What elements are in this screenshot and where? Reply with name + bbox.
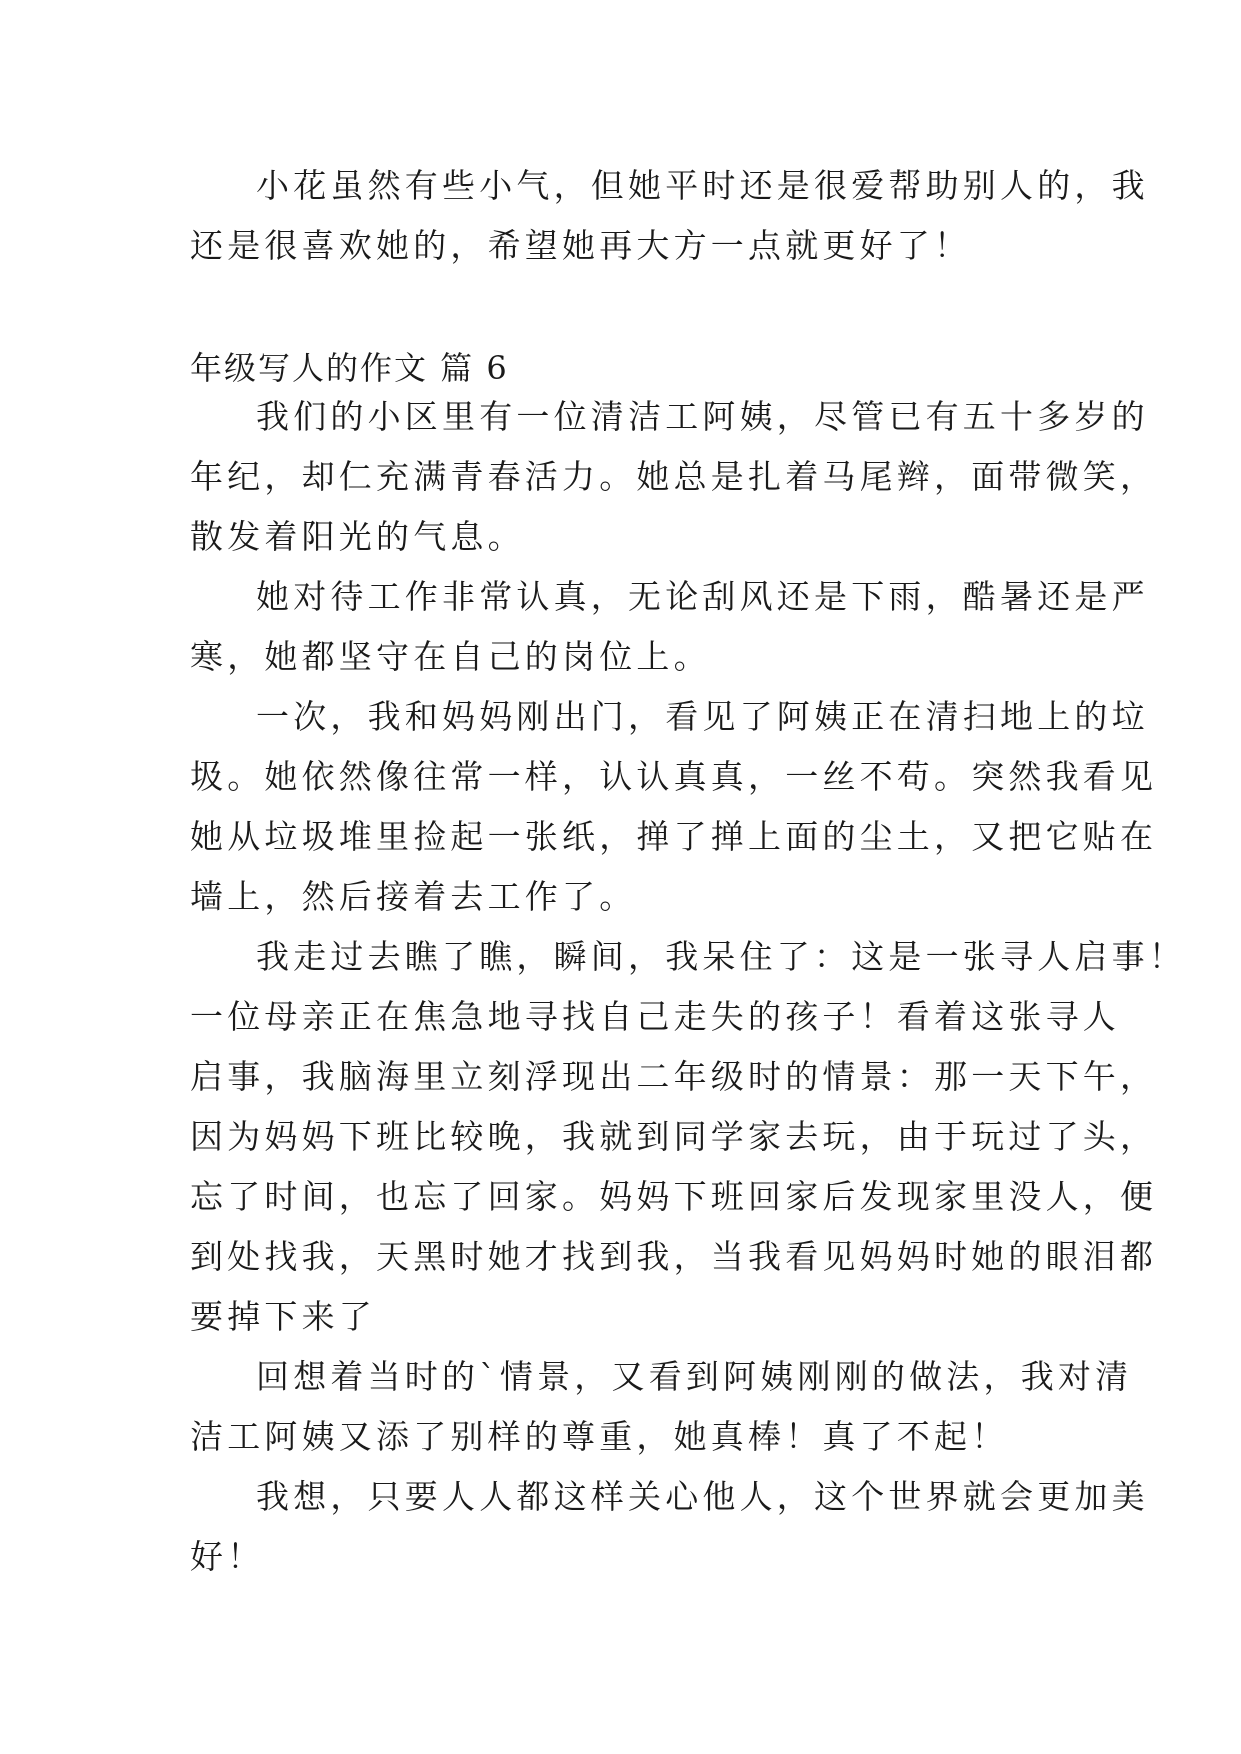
paragraph-line: 洁工阿姨又添了别样的尊重，她真棒！真了不起！: [190, 1417, 1009, 1456]
paragraph: [190, 687, 1158, 927]
paragraph: [190, 387, 1158, 567]
paragraph: [190, 1347, 1133, 1467]
paragraph-line: 一次，我和妈妈刚出门，看见了阿姨正在清扫地上的垃: [256, 697, 1149, 736]
paragraph-line: 一位母亲正在焦急地寻找自己走失的孩子！看着这张寻人: [190, 997, 1120, 1036]
paragraph-line: 要掉下来了: [190, 1297, 376, 1336]
paragraph-line: 年纪，却仁充满青春活力。她总是扎着马尾辫，面带微笑，: [190, 457, 1158, 496]
paragraph-line: 圾。她依然像往常一样，认认真真，一丝不苟。突然我看见: [190, 757, 1158, 796]
paragraph: [190, 567, 1149, 687]
paragraph-line: 忘了时间，也忘了回家。妈妈下班回家后发现家里没人，便: [190, 1177, 1158, 1216]
section-heading: 年级写人的作文 篇 6: [190, 349, 509, 387]
paragraph-line: 因为妈妈下班比较晚，我就到同学家去玩，由于玩过了头，: [190, 1117, 1158, 1156]
paragraph-line: 小花虽然有些小气，但她平时还是很爱帮助别人的，我: [256, 166, 1149, 205]
paragraph-line: 我走过去瞧了瞧，瞬间，我呆住了：这是一张寻人启事！: [256, 937, 1186, 976]
paragraph-line: 她从垃圾堆里捡起一张纸，掸了掸上面的尘土，又把它贴在: [190, 817, 1158, 856]
paragraph-line: 她对待工作非常认真，无论刮风还是下雨，酷暑还是严: [256, 577, 1149, 616]
paragraph-line: 墙上，然后接着去工作了。: [190, 877, 637, 916]
paragraph-line: 回想着当时的`情景，又看到阿姨刚刚的做法，我对清: [256, 1357, 1133, 1396]
paragraph-line: 我们的小区里有一位清洁工阿姨，尽管已有五十多岁的: [256, 397, 1149, 436]
essay-body: [190, 387, 1186, 1587]
paragraph-line: 还是很喜欢她的，希望她再大方一点就更好了！: [190, 226, 972, 265]
paragraph-line: 寒，她都坚守在自己的岗位上。: [190, 637, 711, 676]
paragraph-line: 启事，我脑海里立刻浮现出二年级时的情景：那一天下午，: [190, 1057, 1158, 1096]
paragraph-line: 我想，只要人人都这样关心他人，这个世界就会更加美: [256, 1477, 1149, 1516]
paragraph: [190, 1467, 1149, 1587]
paragraph-line: 好！: [190, 1537, 265, 1576]
intro-paragraph: [190, 156, 1149, 276]
paragraph-line: 散发着阳光的气息。: [190, 517, 525, 556]
paragraph-line: 到处找我，天黑时她才找到我，当我看见妈妈时她的眼泪都: [190, 1237, 1158, 1276]
paragraph: [190, 927, 1186, 1347]
